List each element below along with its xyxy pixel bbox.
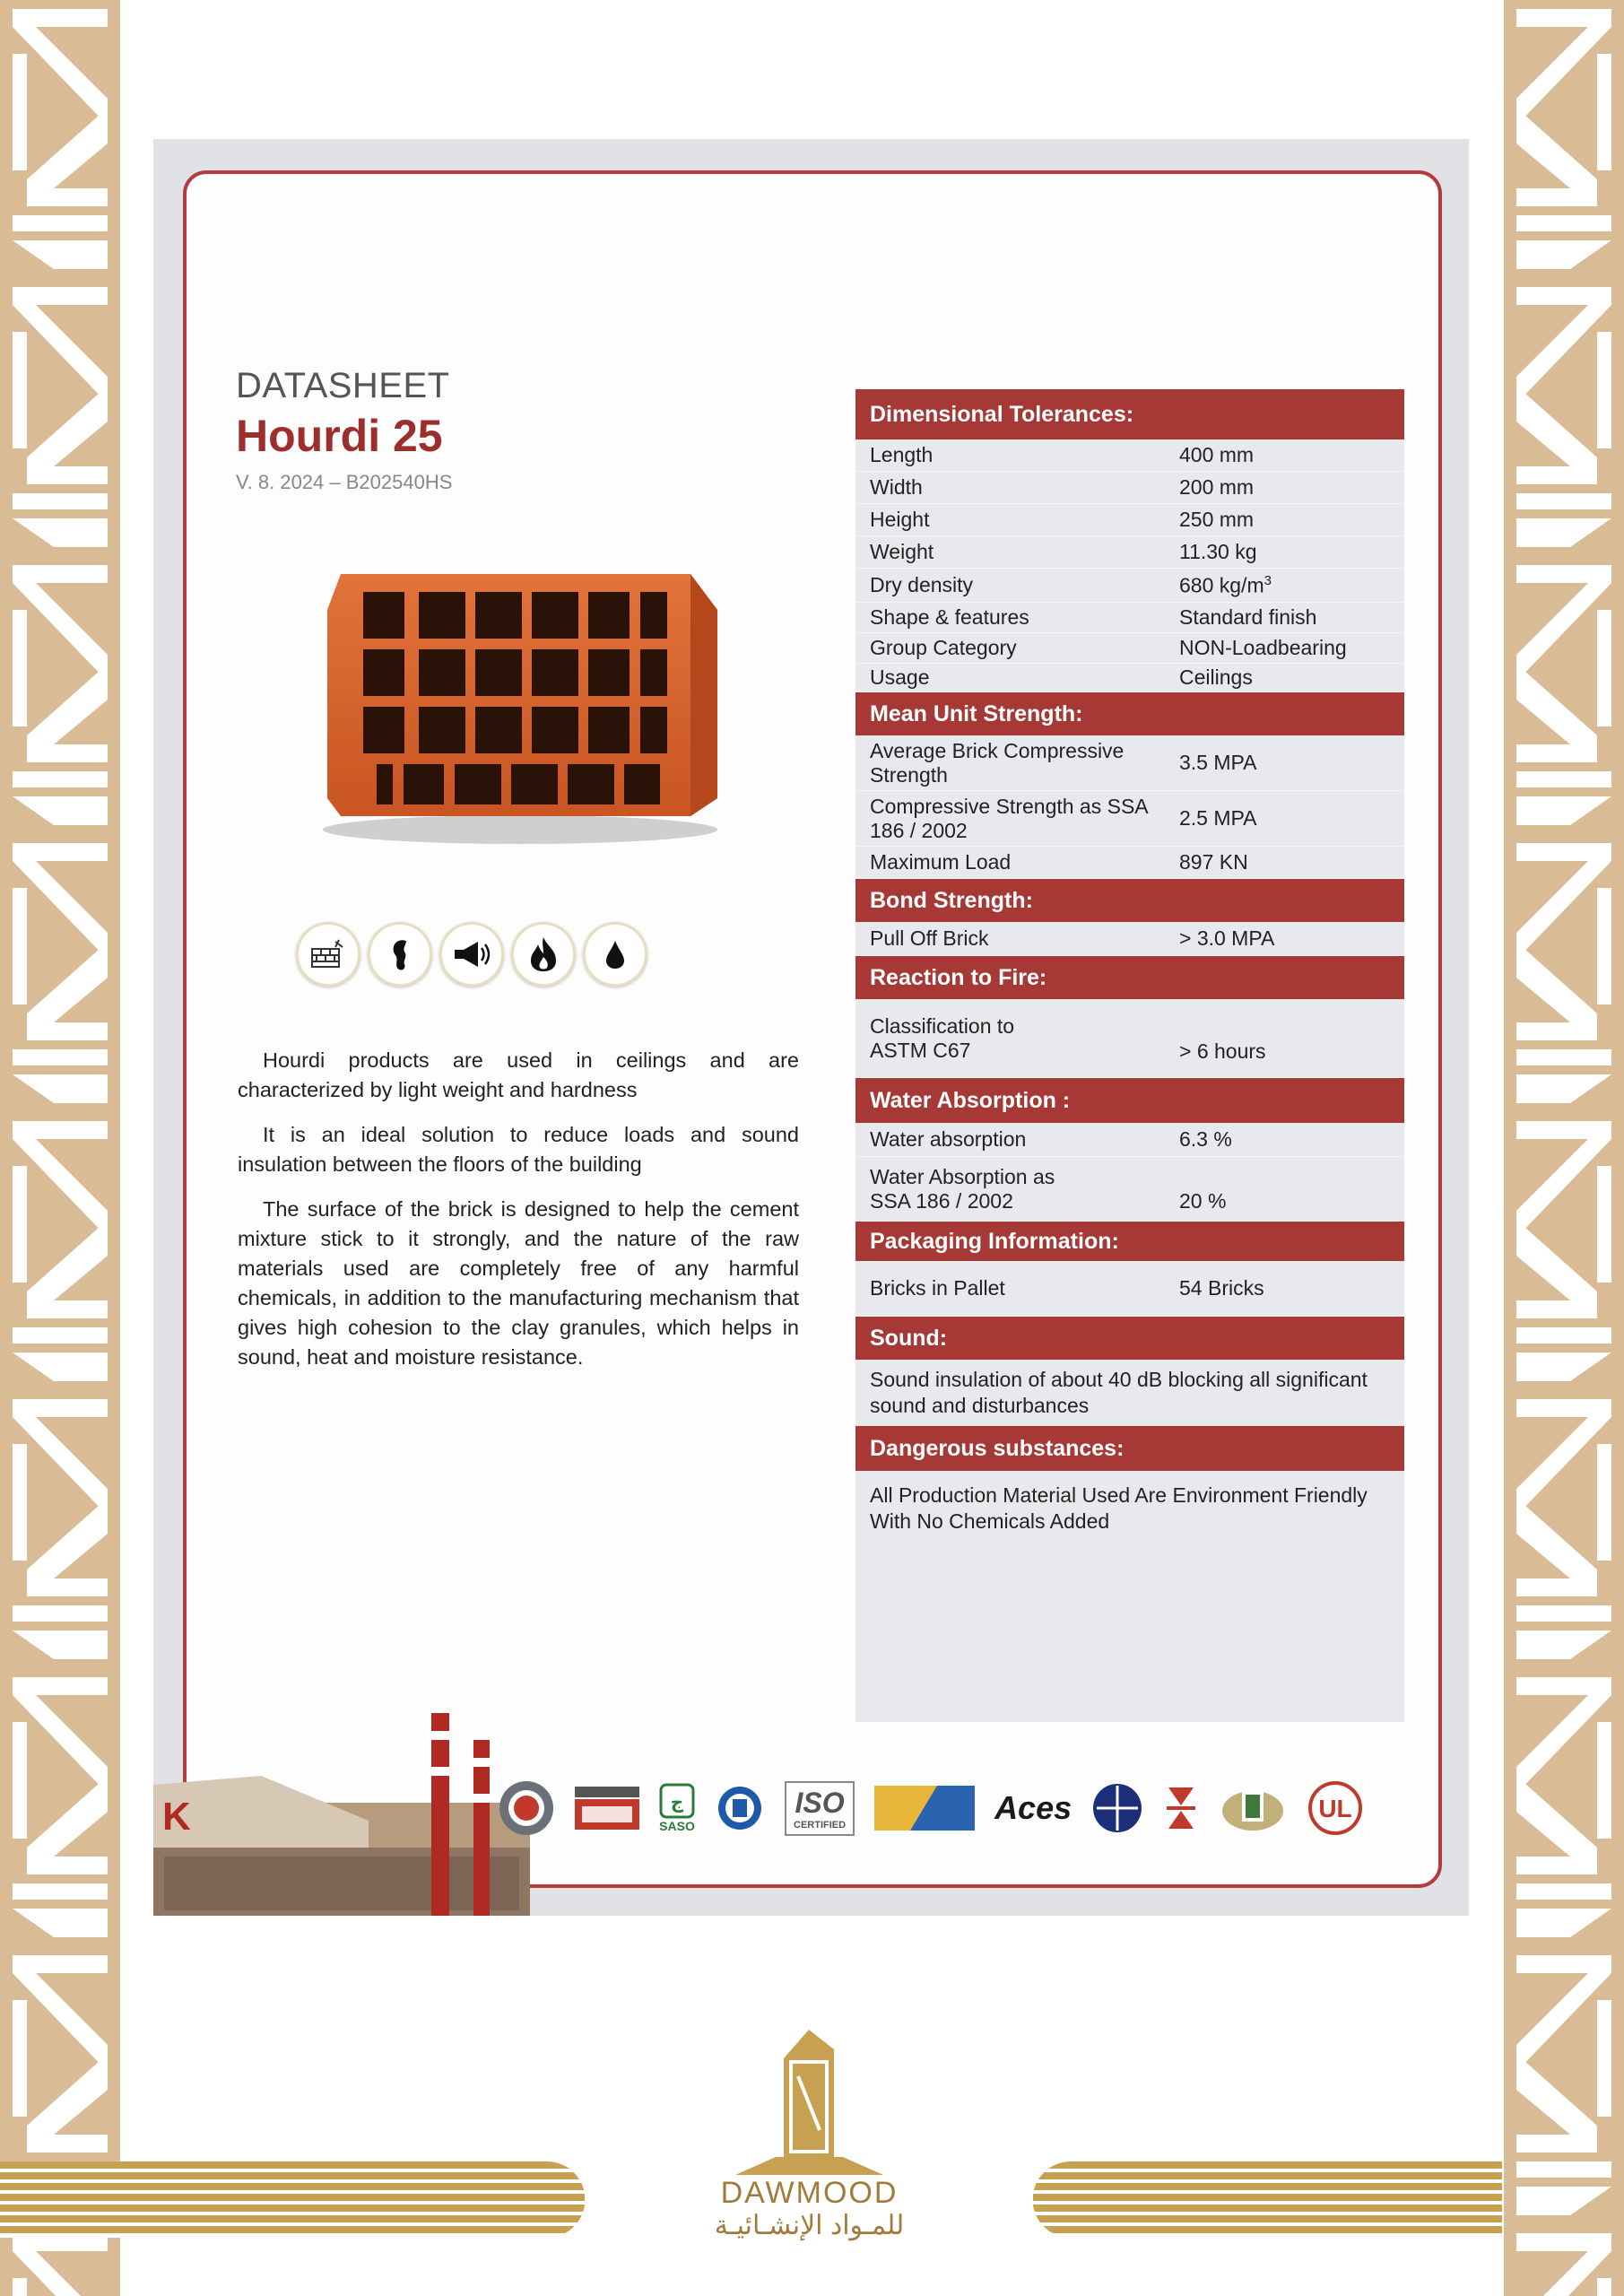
svg-text:UL: UL [1318, 1795, 1352, 1822]
left-decorative-border [0, 0, 120, 2296]
table-row: Group Category NON-Loadbearing [855, 633, 1404, 664]
svg-text:ج: ج [670, 1791, 684, 1813]
description-paragraph: The surface of the brick is designed to help the cement mixture stick to it strongly, and the nature of the raw materials used are completely free of any harmful chemicals, in addition to the manufacturing mechanism that gives high cohesion to the clay granules, which helps in sound, heat and moisture resistance. [238, 1197, 799, 1369]
bottom-gold-stripes-left [0, 2161, 585, 2238]
table-row: Classification to ASTM C67 > 6 hours [855, 999, 1404, 1078]
arrows-logo-icon [1163, 1782, 1199, 1834]
table-row: Compressive Strength as SSA 186 / 2002 2.5 MPA [855, 791, 1404, 847]
water-drop-icon [583, 922, 647, 987]
aces-logo: Aces [994, 1789, 1073, 1826]
table-row: Shape & features Standard finish [855, 603, 1404, 633]
table-row: Bricks in Pallet 54 Bricks [855, 1261, 1404, 1317]
table-row: Dry density 680 $kg/m^3$ [855, 569, 1404, 603]
section-header-fire: Reaction to Fire: [855, 956, 1404, 999]
brand-name-arabic: للمـواد الإنشـائيـة [714, 2211, 905, 2240]
certification-seal-icon [498, 1779, 555, 1837]
accreditation-logo-icon [1219, 1782, 1287, 1834]
iso-certified-logo: ISO CERTIFIED [785, 1781, 855, 1836]
feature-icons-row [296, 922, 647, 987]
table-row: Height 250 mm [855, 504, 1404, 536]
megaphone-icon [439, 922, 504, 987]
section-header-dimensional: Dimensional Tolerances: [855, 389, 1404, 439]
description-paragraph: Hourdi products are used in ceilings and are characterized by light weight and hardness [238, 1048, 799, 1101]
section-header-strength: Mean Unit Strength: [855, 692, 1404, 735]
section-header-bond: Bond Strength: [855, 879, 1404, 922]
section-header-sound: Sound: [855, 1317, 1404, 1360]
table-row: Water absorption 6.3 % [855, 1123, 1404, 1157]
certifications-row [498, 1779, 1364, 1837]
section-header-water: Water Absorption : [855, 1078, 1404, 1123]
saso-logo-icon: ج SASO [659, 1783, 695, 1833]
product-description [238, 1046, 799, 1387]
product-image-hourdi-brick [296, 556, 735, 852]
table-row: Usage Ceilings [855, 664, 1404, 692]
datasheet-label: DATASHEET [236, 366, 450, 405]
dangerous-substances-text: All Production Material Used Are Environment Friendly With No Chemicals Added [870, 1483, 1368, 1533]
version-code: V. 8. 2024 – B202540HS [236, 471, 453, 493]
right-decorative-border [1504, 0, 1624, 2296]
evia-logo-icon [575, 1787, 639, 1830]
product-title: Hourdi 25 [236, 411, 443, 461]
table-row: Pull Off Brick > 3.0 MPA [855, 922, 1404, 956]
table-row: Average Brick Compressive Strength 3.5 MPA [855, 735, 1404, 791]
table-row: Length 400 mm [855, 439, 1404, 472]
table-row: Width 200 mm [855, 472, 1404, 504]
table-row: Water Absorption as SSA 186 / 2002 20 % [855, 1157, 1404, 1222]
table-row: Weight 11.30 kg [855, 536, 1404, 569]
globe-logo-icon [1091, 1782, 1143, 1834]
sound-text: Sound insulation of about 40 dB blocking all significant sound and disturbances [870, 1368, 1368, 1417]
factory-illustration [153, 1713, 530, 1916]
description-paragraph: It is an ideal solution to reduce loads and sound insulation between the floors of the building [238, 1123, 799, 1176]
ul-logo [1307, 1779, 1364, 1837]
astm-logo-icon [715, 1783, 765, 1833]
section-header-dangerous: Dangerous substances: [855, 1426, 1404, 1471]
hearing-icon [368, 922, 432, 987]
bottom-gold-stripes-right [1033, 2161, 1502, 2238]
table-row: Maximum Load 897 KN [855, 847, 1404, 879]
section-header-packaging: Packaging Information: [855, 1222, 1404, 1261]
partner-banner-logo [874, 1786, 975, 1831]
brand-name-english: DAWMOOD [720, 2176, 899, 2210]
brick-wall-icon [296, 922, 360, 987]
factory-logo-letter: K [162, 1795, 191, 1839]
specifications-table [855, 389, 1404, 1722]
flame-icon [511, 922, 576, 987]
